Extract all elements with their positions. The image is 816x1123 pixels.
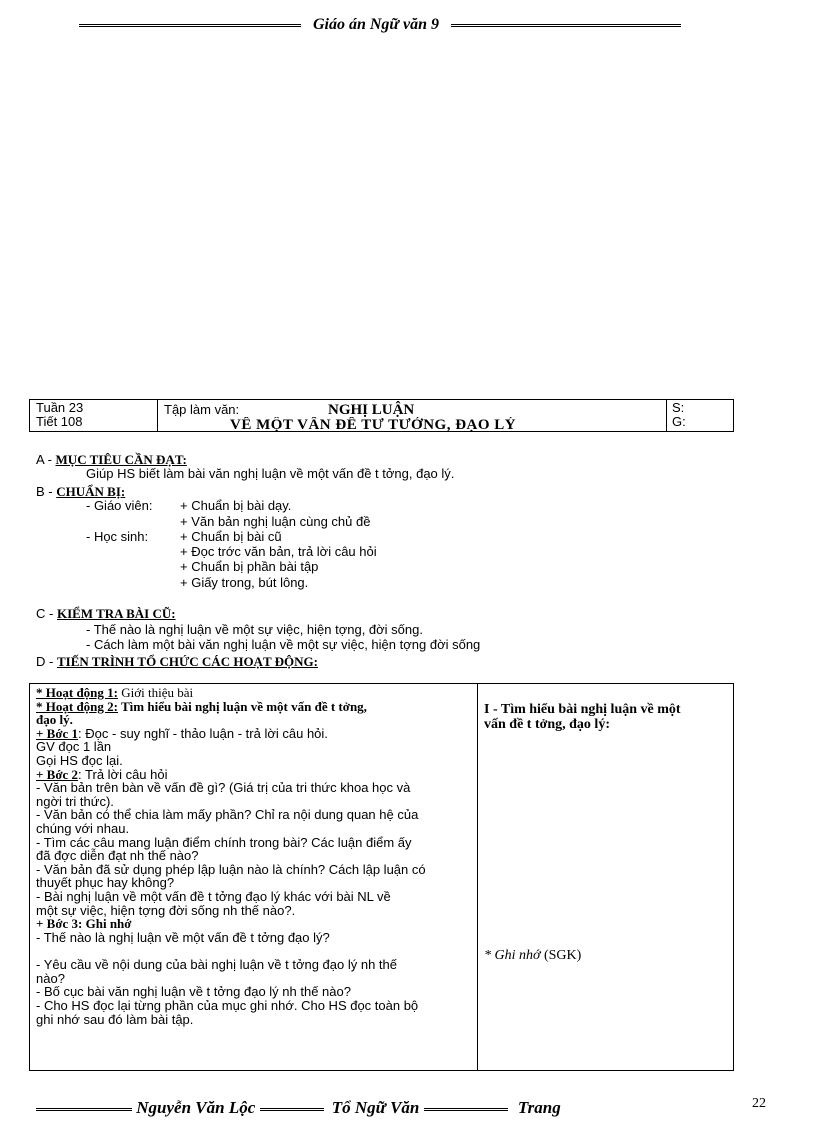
step-1-text: : Đọc - suy nghĩ - thảo luận - trả lời câu hỏi. <box>78 725 328 741</box>
call-hs: Gọi HS đọc lại. <box>36 752 123 768</box>
right-section-title <box>484 702 681 732</box>
activities-left-column <box>30 684 478 1070</box>
question-line: - Văn bản trên bàn về vấn đề gì? (Giá trị của tri thức khoa học và <box>36 780 411 796</box>
question-line: chúng với nhau. <box>36 820 130 836</box>
student-label: - Học sinh: <box>86 529 149 544</box>
period: Tiết 108 <box>36 414 83 429</box>
teacher-label: - Giáo viên: <box>86 498 153 513</box>
week: Tuần 23 <box>36 400 84 415</box>
blank-line <box>36 944 471 958</box>
gv-read: GV đọc 1 lần <box>36 739 112 755</box>
section-c-heading <box>36 606 176 621</box>
review-question: - Thế nào là nghị luận về một sự việc, hiện tợng, đời sống. <box>86 622 423 637</box>
activity-2-text: Tìm hiểu bài nghị luận về một vấn đề t tởng, <box>117 698 367 714</box>
question-line: - Bố cục bài văn nghị luận về t tởng đạo lý nh thế nào? <box>36 984 351 1000</box>
question-line: - Văn bản có thể chia làm mấy phần? Chỉ ra nội dung quan hệ của <box>36 807 419 823</box>
section-a-title: MỤC TIÊU CẦN ĐẠT: <box>55 452 187 467</box>
page-footer <box>36 1098 696 1118</box>
activities-table <box>29 683 734 1071</box>
right-title-line: I - Tìm hiểu bài nghị luận về một <box>484 702 681 717</box>
section-d-prefix: D - <box>36 654 54 669</box>
question-line: thuyết phục hay không? <box>36 875 175 891</box>
student-item: + Chuẩn bị bài cũ <box>180 529 282 544</box>
lesson-title-cell <box>158 400 667 431</box>
page-header <box>48 16 712 34</box>
question-line: ngời tri thức). <box>36 793 114 809</box>
question-line: - Thế nào là nghị luận về một vấn đề t tởng đạo lý? <box>36 929 330 945</box>
question-line: đã đợc diễn đạt nh thế nào? <box>36 848 199 864</box>
question-line: - Tìm các câu mang luận điểm chính trong bài? Các luận điểm ấy <box>36 834 412 850</box>
section-d-title: TIẾN TRÌNH TỔ CHỨC CÁC HOẠT ĐỘNG: <box>56 654 318 669</box>
footer-rule <box>36 1108 132 1111</box>
section-b-heading <box>36 484 125 499</box>
question-line: nào? <box>36 970 65 986</box>
step-2-text: : Trả lời câu hỏi <box>78 766 168 782</box>
header-title: Giáo án Ngữ văn 9 <box>312 16 440 33</box>
question-line: - Yêu cầu về nội dung của bài nghị luận về t tởng đạo lý nh thế <box>36 957 397 973</box>
question-line: - Văn bản đã sử dụng phép lập luận nào là chính? Cách lập luận có <box>36 861 426 877</box>
memory-note <box>484 948 581 964</box>
subject-label: Tập làm văn: <box>164 402 240 417</box>
activity-2-text-cont: đạo lý. <box>36 712 73 728</box>
step-1 <box>36 727 471 741</box>
activity-1-text: Giới thiệu bài <box>117 685 194 700</box>
activities-right-column <box>478 684 733 1070</box>
lesson-title-line2: VỀ MỘT VẤN ĐỀ TƯ TƯỞNG, ĐẠO LÝ <box>230 417 517 431</box>
review-question: - Cách làm một bài văn nghị luận về một sự việc, hiện tợng đời sống <box>86 637 481 652</box>
question-line: ghi nhớ sau đó làm bài tập. <box>36 1011 194 1027</box>
section-a-heading <box>36 452 187 467</box>
student-item: + Chuẩn bị phần bài tập <box>180 559 319 574</box>
step-3: + Bớc 3: Ghi nhớ <box>36 916 132 932</box>
student-item: + Giấy trong, bút lông. <box>180 575 309 590</box>
section-a-prefix: A - <box>36 452 52 467</box>
question-line: - Bài nghị luận về một vấn đề t tởng đạo lý khác với bài NL về <box>36 888 391 904</box>
header-rule-right <box>451 24 681 27</box>
section-c-prefix: C - <box>36 606 54 621</box>
lesson-info-table <box>29 399 734 432</box>
step-2-label: + Bớc 2 <box>36 766 79 782</box>
s-label: S: <box>672 400 685 415</box>
week-period-cell <box>30 400 158 431</box>
footer-group: Tổ Ngữ Văn <box>331 1098 420 1117</box>
activity-1-label: * Hoạt động 1: <box>36 685 118 700</box>
step-1-label: + Bớc 1 <box>36 725 79 741</box>
g-label: G: <box>672 414 686 429</box>
memory-note-label: * Ghi nhớ <box>484 948 541 963</box>
right-title-line: vấn đề t tởng, đạo lý: <box>484 717 610 732</box>
header-rule-left <box>79 24 301 27</box>
activity-2-label: * Hoạt động 2: <box>36 698 118 714</box>
section-a-text: Giúp HS biết làm bài văn nghị luận về một vấn đề t tởng, đạo lý. <box>86 466 455 481</box>
teacher-item: + Văn bản nghị luận cùng chủ đề <box>180 514 371 529</box>
sg-cell <box>666 400 734 431</box>
teacher-item: + Chuẩn bị bài dạy. <box>180 498 292 513</box>
lesson-title-line1: NGHỊ LUẬN <box>328 402 415 418</box>
question-line: - Cho HS đọc lại từng phần của mục ghi nhớ. Cho HS đọc toàn bộ <box>36 998 419 1014</box>
activity-2 <box>36 700 471 714</box>
section-b-prefix: B - <box>36 484 53 499</box>
activity-1 <box>36 686 471 700</box>
step-2 <box>36 768 471 782</box>
section-c-title: KIỂM TRA BÀI CŨ: <box>56 606 176 621</box>
footer-author: Nguyễn Văn Lộc <box>136 1098 256 1117</box>
memory-note-text: (SGK) <box>540 948 582 963</box>
footer-rule <box>424 1108 508 1111</box>
section-d-heading <box>36 654 318 669</box>
student-item: + Đọc trớc văn bản, trả lời câu hỏi <box>180 544 377 559</box>
footer-page-label: Trang <box>517 1098 561 1117</box>
page-number: 22 <box>752 1096 766 1111</box>
section-b-title: CHUẨN BỊ: <box>56 484 126 499</box>
footer-rule <box>260 1108 324 1111</box>
question-line: một sự việc, hiện tợng đời sống nh thế nào?. <box>36 902 296 918</box>
